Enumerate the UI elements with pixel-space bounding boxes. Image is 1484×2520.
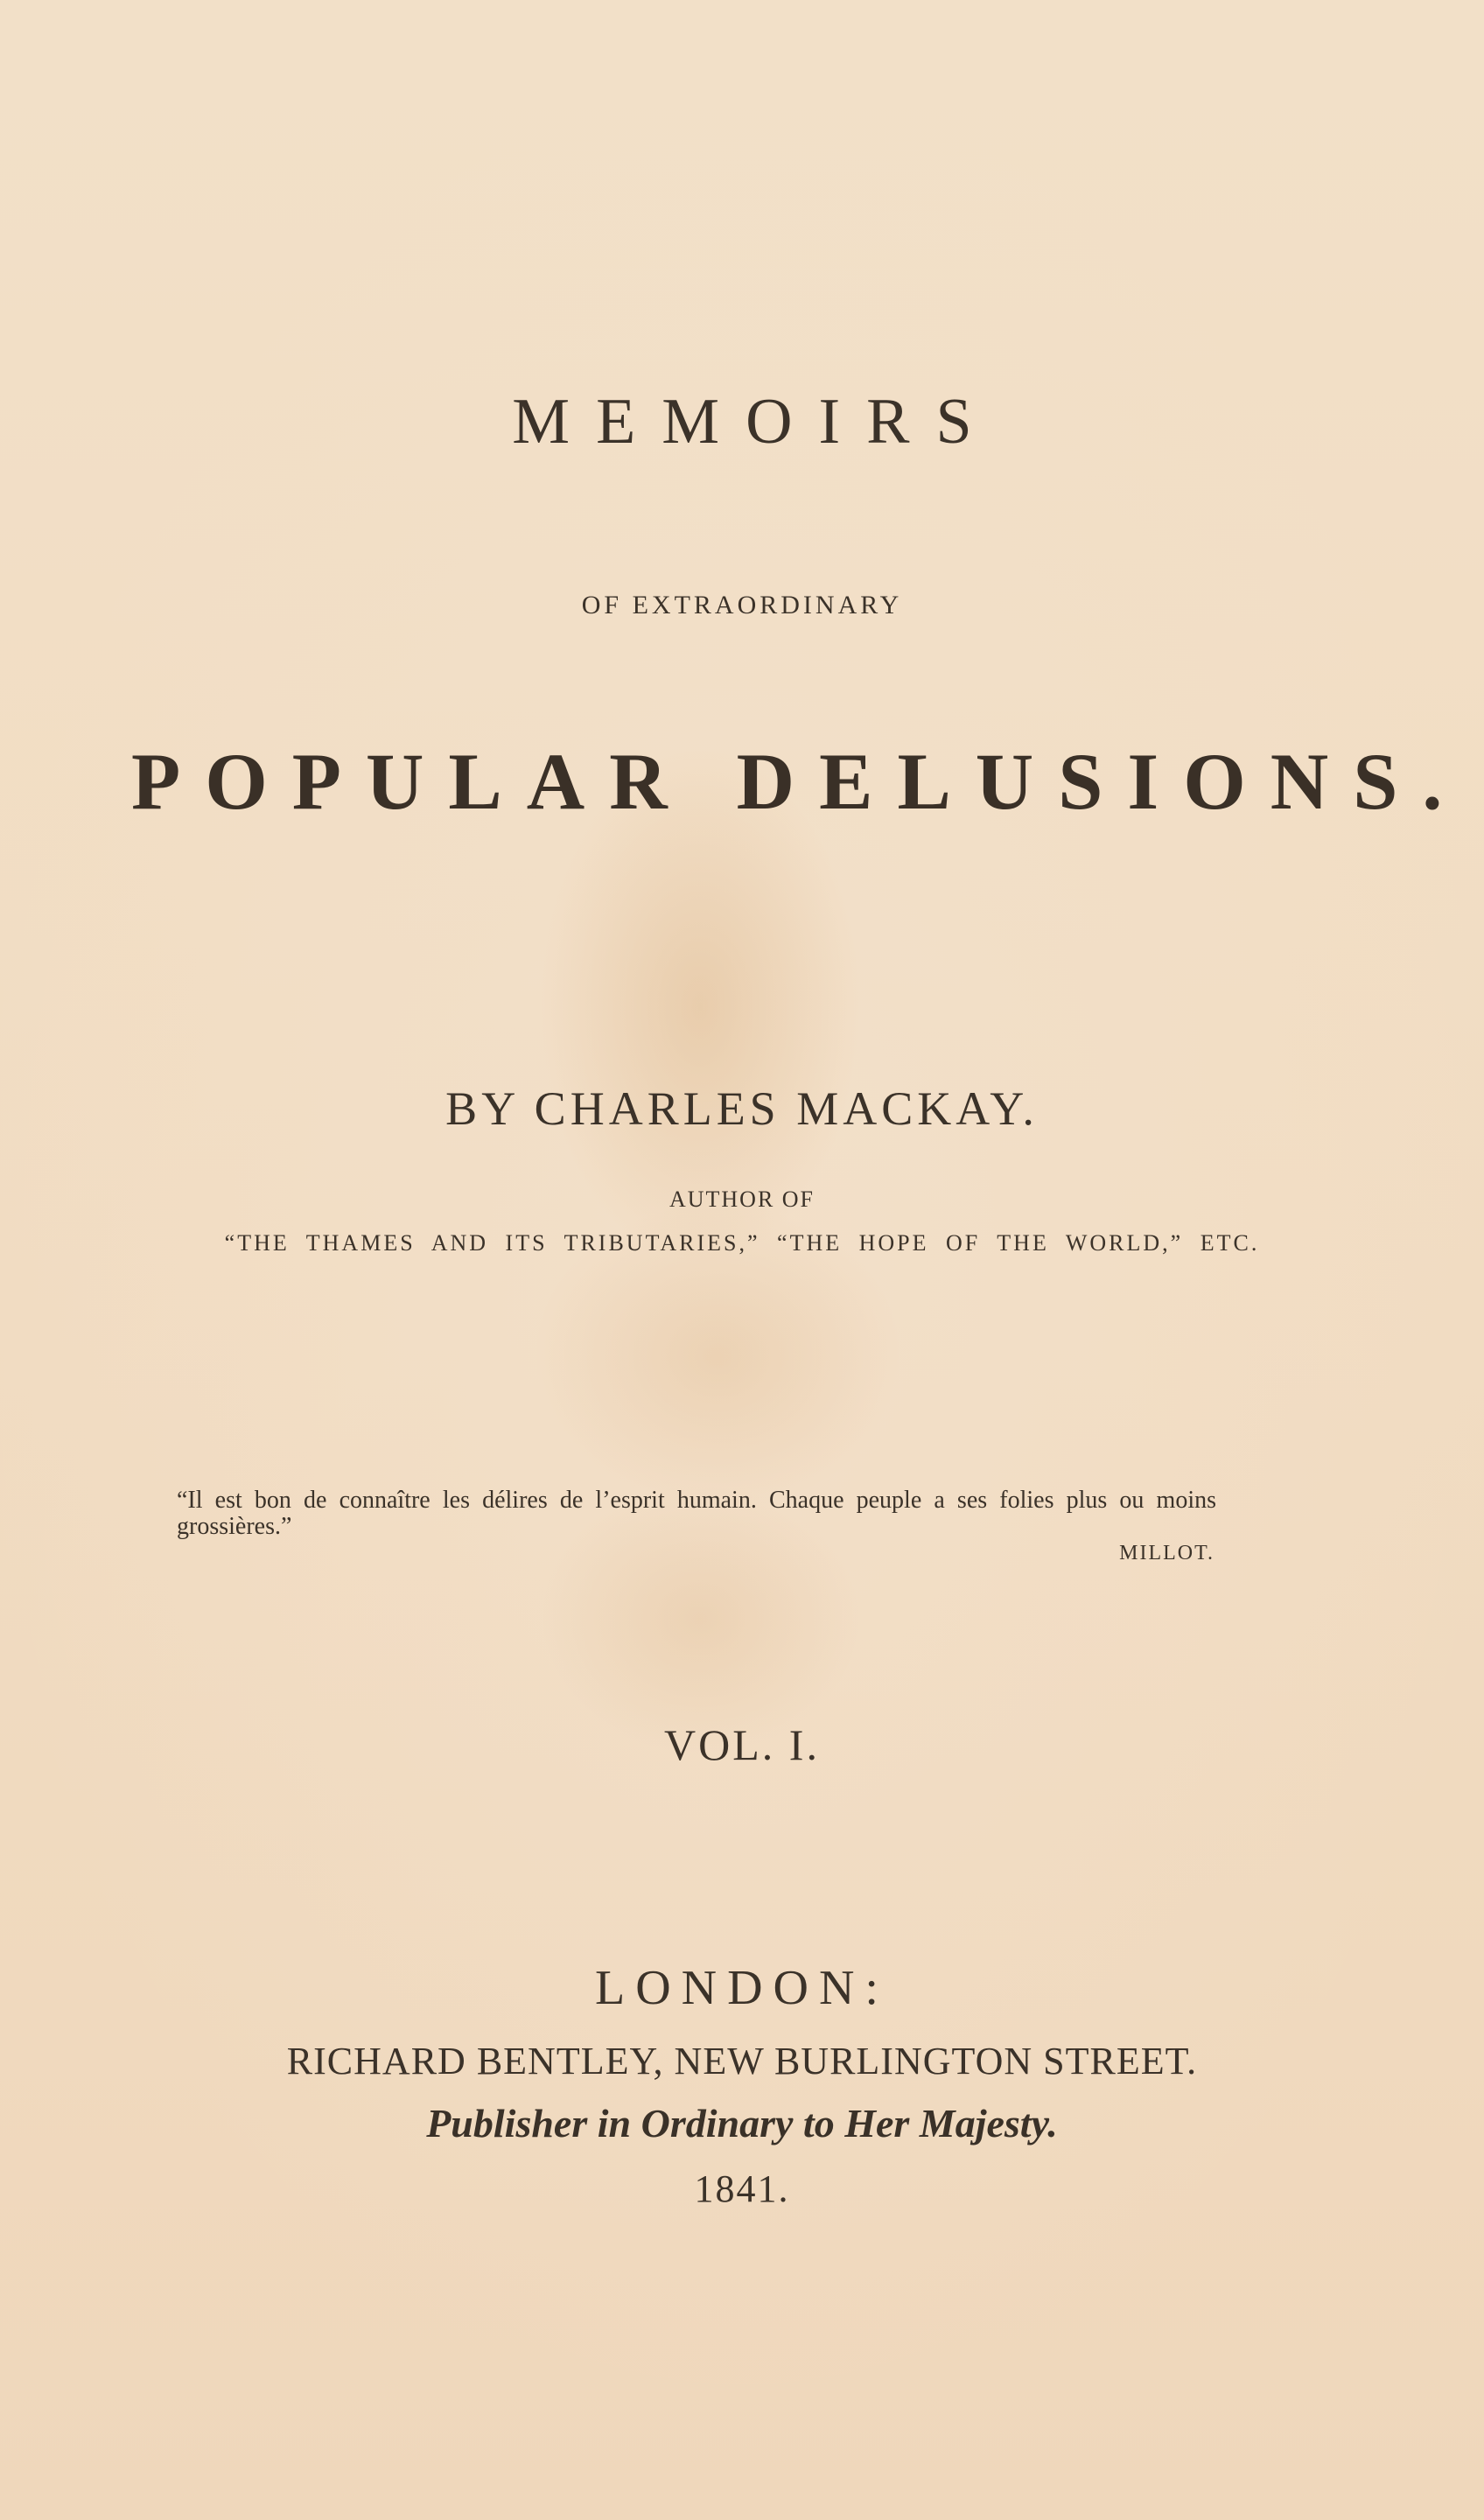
author-line: BY CHARLES MACKAY.	[445, 1082, 1039, 1135]
title-memoirs: MEMOIRS	[512, 386, 998, 458]
imprint-year: 1841.	[694, 2167, 790, 2210]
imprint-publisher: RICHARD BENTLEY, NEW BURLINGTON STREET.	[286, 2040, 1198, 2082]
epigraph-text: “Il est bon de connaître les délires de l’esprit humain. Chaque peuple a ses folies plus ou moins grossières.”	[177, 1487, 1216, 1540]
imprint-city: LONDON:	[595, 1961, 889, 2015]
author-of-label: AUTHOR OF	[668, 1186, 816, 1212]
previous-works: “THE THAMES AND ITS TRIBUTARIES,” “THE HOPE OF THE WORLD,” ETC.	[224, 1230, 1260, 1256]
title-main: POPULAR DELUSIONS.	[131, 737, 1467, 826]
title-connector: OF EXTRAORDINARY	[581, 591, 903, 620]
volume-number: VOL. I.	[664, 1720, 820, 1769]
imprint-publisher-note: Publisher in Ordinary to Her Majesty.	[426, 2101, 1058, 2146]
epigraph-attribution: MILLOT.	[1119, 1542, 1214, 1564]
